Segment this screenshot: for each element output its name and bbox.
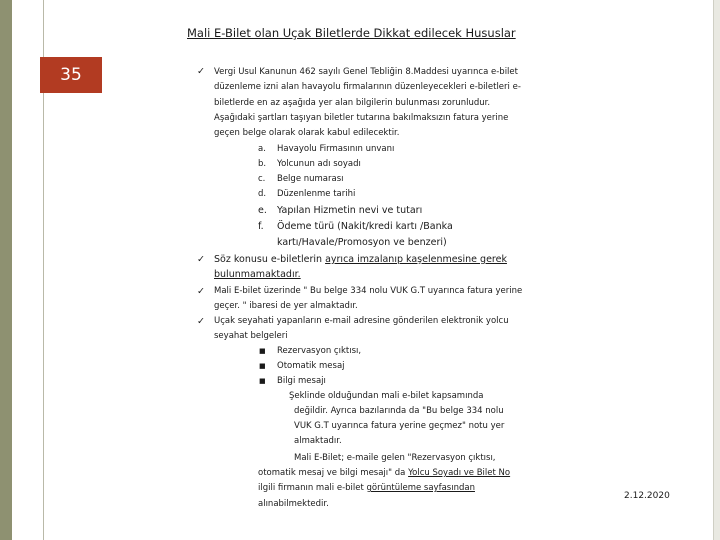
slide-date: 2.12.2020 (624, 491, 670, 501)
paragraph-line: Mali E-Bilet; e-maile gelen "Rezervasyon çıktısı, (294, 453, 496, 463)
item-marker: a. (258, 144, 266, 154)
section3-line: geçer. " ibaresi de yer almaktadır. (214, 301, 358, 311)
item-text: Belge numarası (277, 174, 344, 184)
bullet-text: Otomatik mesaj (277, 361, 345, 371)
section1-line: Vergi Usul Kanunun 462 sayılı Genel Tebliğin 8.Maddesi uyarınca e-bilet (214, 67, 518, 77)
item-text: Yolcunun adı soyadı (277, 159, 361, 169)
checkmark-icon: ✓ (197, 316, 205, 327)
section4-line: Uçak seyahati yapanların e-mail adresine gönderilen elektronik yolcu (214, 316, 509, 326)
item-text: kartı/Havale/Promosyon ve benzeri) (277, 237, 447, 248)
section3-line: Mali E-bilet üzerinde " Bu belge 334 nolu VUK G.T uyarınca fatura yerine (214, 286, 523, 296)
section1-line: düzenleme izni alan havayolu firmalarının düzenleyecekleri e-biletleri e- (214, 82, 521, 92)
item-marker: b. (258, 159, 267, 169)
item-text: Ödeme türü (Nakit/kredi kartı /Banka (277, 221, 453, 232)
right-decor-bar (713, 0, 720, 540)
section4-line: seyahat belgeleri (214, 331, 288, 341)
section1-line: geçen belge olarak olarak kabul edilecektir. (214, 128, 400, 138)
paragraph-line: değildir. Ayrıca bazılarında da "Bu belge 334 nolu (294, 406, 504, 416)
item-marker: c. (258, 174, 266, 184)
item-marker: f. (258, 221, 264, 232)
checkmark-icon: ✓ (197, 66, 205, 77)
paragraph-line: Şeklinde olduğundan mali e-bilet kapsamında (289, 391, 484, 401)
paragraph-line: alınabilmektedir. (258, 499, 329, 509)
checkmark-icon: ✓ (197, 254, 205, 265)
bullet-icon: ■ (259, 377, 266, 385)
item-marker: d. (258, 189, 267, 199)
item-text: Havayolu Firmasının unvanı (277, 144, 395, 154)
item-text: Düzenlenme tarihi (277, 189, 356, 199)
bullet-icon: ■ (259, 362, 266, 370)
bullet-text: Bilgi mesajı (277, 376, 326, 386)
checkmark-icon: ✓ (197, 286, 205, 297)
item-marker: e. (258, 205, 267, 216)
paragraph-line: almaktadır. (294, 436, 342, 446)
section1-line: biletlerde en az aşağıda yer alan bilgilerin bulunması zorunludur. (214, 98, 491, 108)
page-number: 35 (60, 65, 82, 85)
section1-line: Aşağıdaki şartları taşıyan biletler tutarına bakılmaksızın fatura yerine (214, 113, 509, 123)
left-decor-bar (0, 0, 12, 540)
bullet-text: Rezervasyon çıktısı, (277, 346, 362, 356)
item-text: Yapılan Hizmetin nevi ve tutarı (277, 205, 423, 216)
slide-title: Mali E-Bilet olan Uçak Biletlerde Dikkat edilecek Hususlar (187, 26, 516, 40)
section2-line: bulunmamaktadır. (214, 269, 301, 280)
paragraph-line: ilgili firmanın mali e-bilet görüntüleme sayfasından (258, 483, 475, 493)
bullet-icon: ■ (259, 347, 266, 355)
paragraph-line: VUK G.T uyarınca fatura yerine geçmez" notu yer (294, 421, 505, 431)
paragraph-line: otomatik mesaj ve bilgi mesajı" da Yolcu Soyadı ve Bilet No (258, 468, 511, 478)
section2-line: Söz konusu e-biletlerin ayrıca imzalanıp kaşelenmesine gerek (214, 254, 507, 265)
